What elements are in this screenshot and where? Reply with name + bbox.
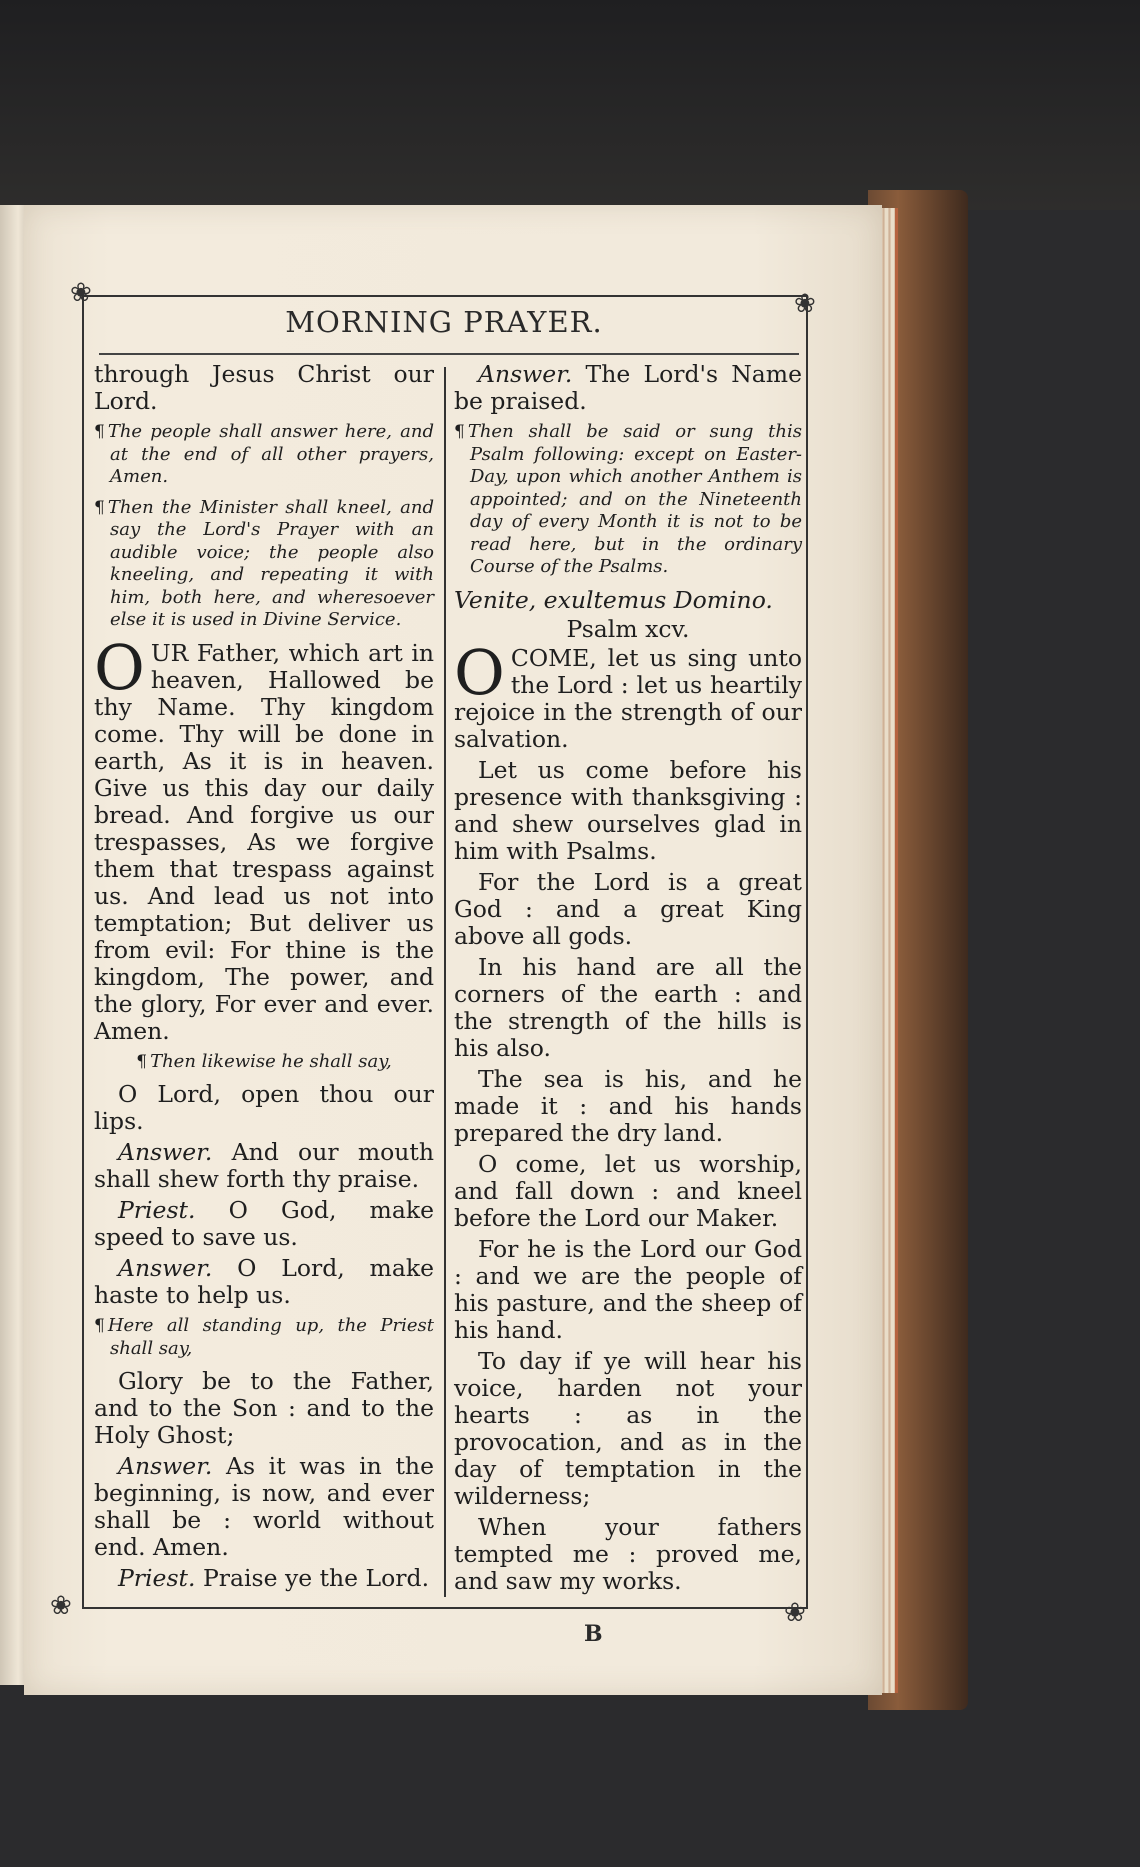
right-column bbox=[454, 361, 802, 1599]
versicle: Priest. Praise ye the Lord. bbox=[118, 1564, 430, 1592]
psalm-verse: When your fathers tempted me : proved me, and saw my works. bbox=[454, 1512, 802, 1595]
corner-ornament-icon: ❀ bbox=[70, 278, 92, 308]
corner-ornament-icon: ❀ bbox=[784, 1598, 806, 1628]
psalm-verse: The sea is his, and he made it : and his hands prepared the dry land. bbox=[454, 1064, 802, 1147]
psalm-verse: O come, let us worship, and fall down : and kneel before the Lord our Maker. bbox=[454, 1149, 802, 1232]
rubric: ¶ Here all standing up, the Priest shall say, bbox=[94, 1315, 434, 1359]
pilcrow-icon: ¶ bbox=[94, 497, 105, 518]
psalm-title: Venite, exultemus Domino. bbox=[454, 585, 773, 614]
psalm-verse: For the Lord is a great God : and a great King above all gods. bbox=[454, 867, 802, 950]
response: Answer. As it was in the beginning, is now, and ever shall be : world without end. Amen. bbox=[94, 1452, 434, 1561]
gloria: Glory be to the Father, and to the Son : and to the Holy Ghost; bbox=[94, 1367, 434, 1449]
drop-cap: O bbox=[94, 630, 145, 704]
psalm-verse: OCOME, let us sing unto the Lord : let us heartily rejoice in the strength of our salvation. bbox=[454, 635, 802, 753]
response: Answer. The Lord's Name be praised. bbox=[454, 360, 802, 415]
column-rule bbox=[444, 367, 446, 1597]
pilcrow-icon: ¶ bbox=[136, 1051, 148, 1072]
psalm-verse: For he is the Lord our God : and we are the people of his pasture, and the sheep of his hand. bbox=[454, 1234, 802, 1344]
drop-cap: O bbox=[454, 635, 505, 709]
psalm-number: Psalm xcv. bbox=[566, 614, 690, 643]
signature-mark: B bbox=[584, 1621, 603, 1647]
pilcrow-icon: ¶ bbox=[94, 1316, 105, 1336]
left-column bbox=[94, 361, 434, 1596]
rubric: ¶ Then likewise he shall say, bbox=[136, 1050, 392, 1072]
paragraph: through Jesus Christ our Lord. bbox=[94, 360, 434, 415]
pilcrow-icon: ¶ bbox=[94, 422, 105, 442]
background-dark bbox=[0, 0, 1140, 210]
running-head: MORNING PRAYER. bbox=[285, 305, 603, 339]
rubric: ¶ The people shall answer here, and at the end of all other prayers, Amen. bbox=[94, 421, 434, 487]
book-page bbox=[24, 205, 882, 1695]
response: Answer. And our mouth shall shew forth thy praise. bbox=[94, 1138, 434, 1193]
facing-page-edge bbox=[0, 205, 26, 1685]
psalm-verse: In his hand are all the corners of the earth : and the strength of the hills is his also. bbox=[454, 952, 802, 1062]
rubric: ¶ Then the Minister shall kneel, and say the Lord's Prayer with an audible voice; the people also kneeling, and repeating it with him, both here, and wheresoever else it is used in Divine Service. bbox=[94, 496, 434, 630]
rubric: ¶ Then shall be said or sung this Psalm following: except on Easter-Day, upon which another Anthem is appointed; and on the Nineteenth day of every Month it is not to be read here, but in the ordinary Course of the Psalms. bbox=[454, 421, 802, 577]
head-rule bbox=[99, 353, 799, 355]
versicle: Priest. O God, make speed to save us. bbox=[94, 1196, 434, 1251]
psalm-verse: Let us come before his presence with thanksgiving : and shew ourselves glad in him with Psalms. bbox=[454, 755, 802, 865]
corner-ornament-icon: ❀ bbox=[794, 289, 816, 319]
versicle: O Lord, open thou our lips. bbox=[94, 1080, 434, 1135]
lords-prayer: OUR Father, which art in heaven, Hallowed be thy Name. Thy kingdom come. Thy will be done in earth, As it is in heaven. Give us this day our daily bread. And forgive us our trespasses, As we forgive them that trespass against us. And lead us not into temptation; But deliver us from evil: For thine is the kingdom, The power, and the glory, For ever and ever. Amen. bbox=[94, 630, 434, 1045]
corner-ornament-icon: ❀ bbox=[50, 1591, 72, 1621]
response: Answer. O Lord, make haste to help us. bbox=[94, 1254, 434, 1309]
psalm-verse: To day if ye will hear his voice, harden not your hearts : as in the provocation, and as in the day of temptation in the wilderness; bbox=[454, 1346, 802, 1510]
pilcrow-icon: ¶ bbox=[454, 422, 465, 442]
